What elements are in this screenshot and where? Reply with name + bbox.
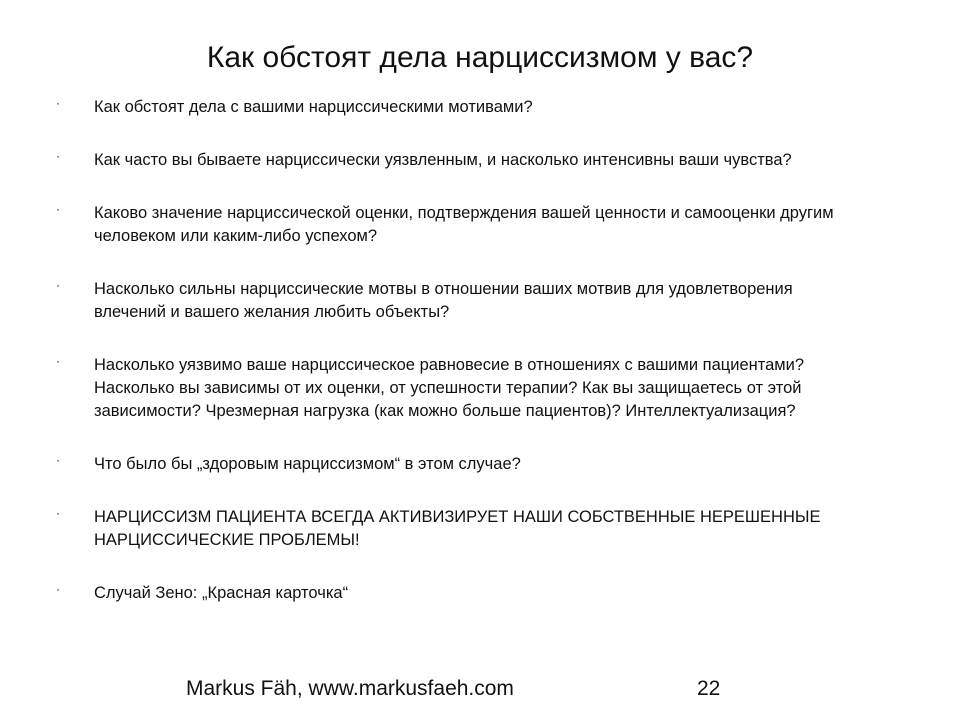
bullet-item [56,453,856,476]
page-number: 22 [697,677,721,700]
bullet-list [56,96,856,635]
bullet-item [56,202,856,248]
bullet-text: Как часто вы бываете нарциссически уязвленным, и насколько интенсивны ваши чувства? [94,151,792,169]
bullet-text: Как обстоят дела с вашими нарциссическими мотивами? [94,98,533,116]
bullet-marker: · [56,506,60,520]
bullet-text: Каково значение нарциссической оценки, подтверждения вашей ценности и самооценки другим человеком или каким-либо успехом? [94,204,834,245]
bullet-marker: · [56,96,60,110]
bullet-marker: · [56,354,60,368]
bullet-text: НАРЦИССИЗМ ПАЦИЕНТА ВСЕГДА АКТИВИЗИРУЕТ НАШИ СОБСТВЕННЫЕ НЕРЕШЕННЫЕ НАРЦИССИЧЕСКИЕ ПРОБЛЕМЫ! [94,508,821,549]
bullet-item [56,96,856,119]
bullet-text: Насколько уязвимо ваше нарциссическое равновесие в отношениях с вашими пациентами? Насколько вы зависимы от их оценки, от успешности терапии? Как вы защищаетесь от этой зависимости? Чрезмерная нагрузка (как можно больше пациентов)? Интеллектуализация? [94,356,805,420]
bullet-item [56,278,856,324]
bullet-item [56,149,856,172]
bullet-marker: · [56,149,60,163]
bullet-marker: · [56,582,60,596]
slide-title: Как обстоят дела нарциссизмом у вас? [206,41,754,74]
bullet-text: Что было бы „здоровым нарциссизмом“ в этом случае? [94,455,521,473]
bullet-item [56,506,856,552]
bullet-text: Насколько сильны нарциссические мотвы в отношении ваших мотвив для удовлетворения влечений и вашего желания любить объекты? [94,280,793,321]
bullet-marker: · [56,278,60,292]
bullet-item [56,582,856,605]
bullet-item [56,354,856,423]
bullet-text: Случай Зено: „Красная карточка“ [94,584,349,602]
bullet-marker: · [56,453,60,467]
footer-author: Markus Fäh, www.markusfaeh.com [186,677,514,700]
bullet-marker: · [56,202,60,216]
